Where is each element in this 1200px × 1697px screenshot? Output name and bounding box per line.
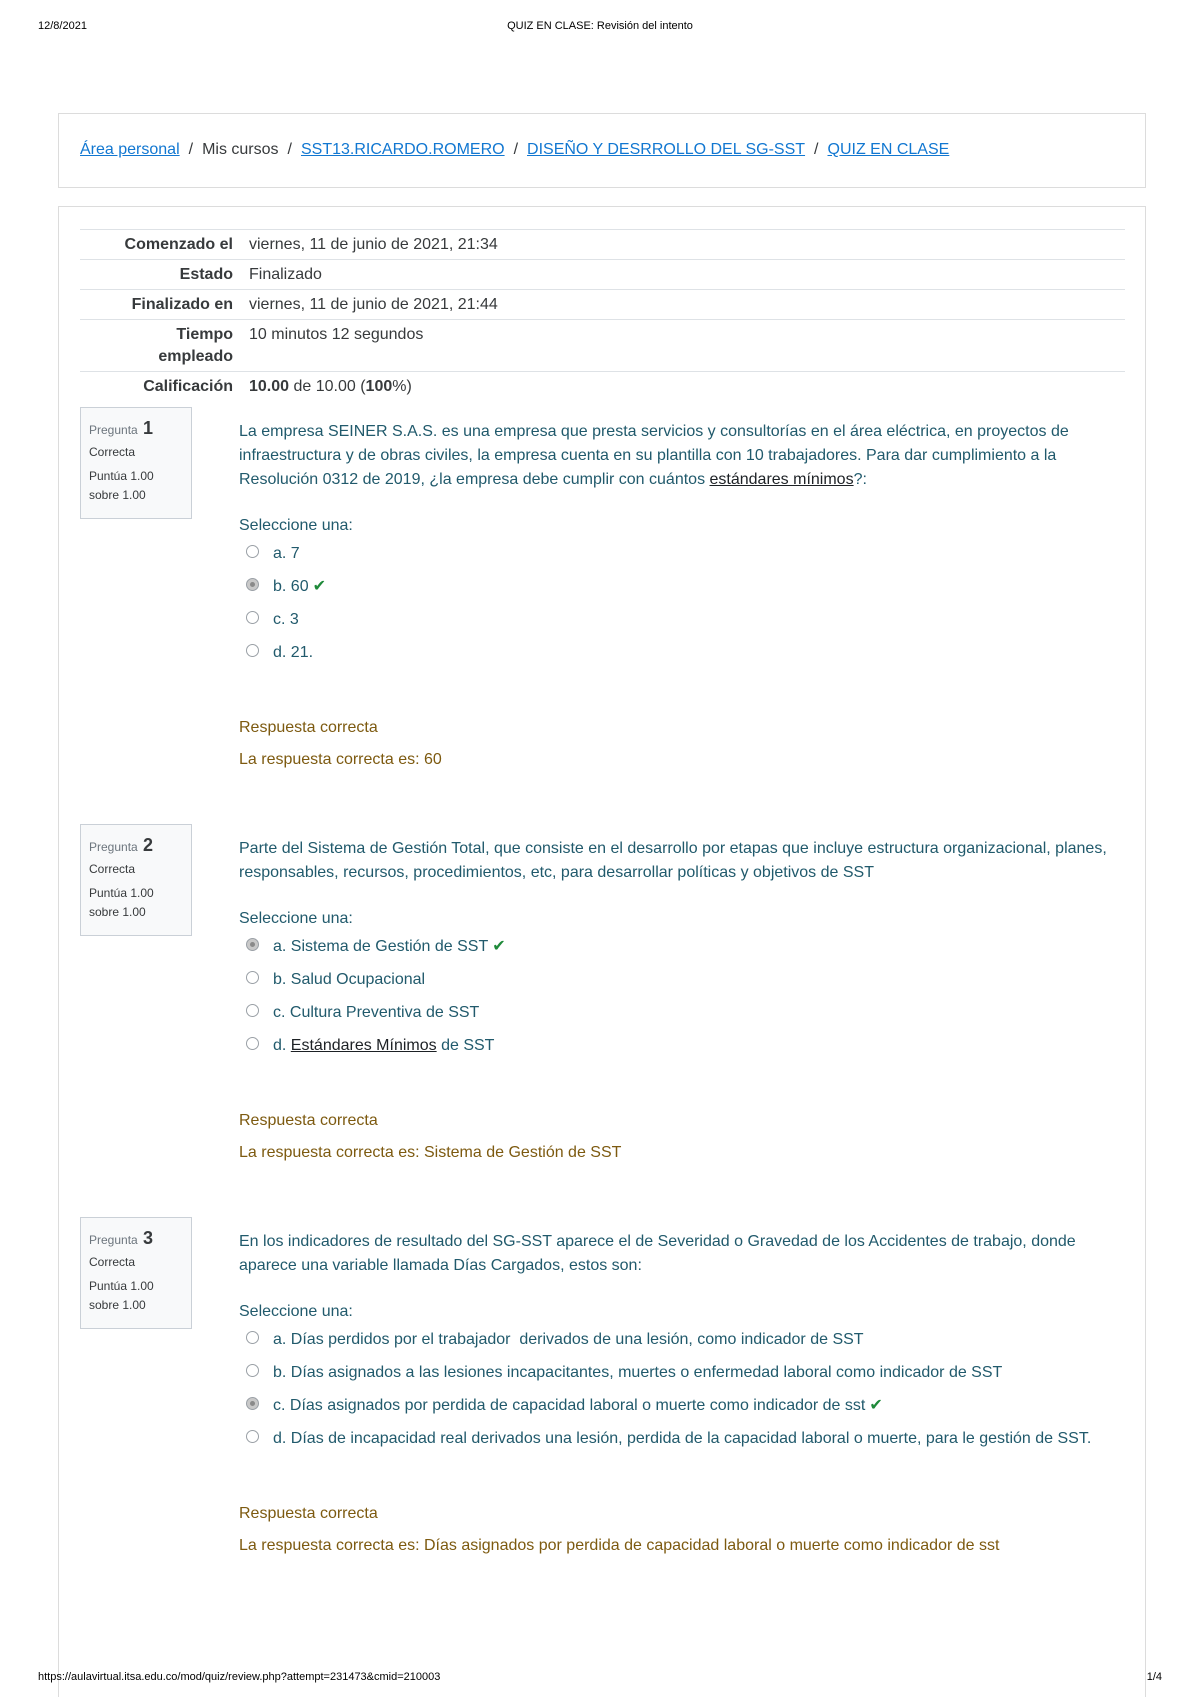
radio-icon[interactable] — [246, 1004, 259, 1017]
summary-value: viernes, 11 de junio de 2021, 21:34 — [249, 236, 498, 253]
question-text-part: ?: — [853, 471, 867, 488]
glossary-link[interactable]: estándares mínimos — [709, 471, 854, 488]
question-number-value: 3 — [143, 1228, 154, 1248]
breadcrumb-area-personal[interactable]: Área personal — [80, 141, 180, 158]
radio-icon[interactable] — [246, 611, 259, 624]
breadcrumb-separator: / — [814, 141, 819, 158]
answer-option-b[interactable] — [246, 969, 425, 991]
grade-line: Puntúa 1.00 — [89, 886, 154, 900]
answer-option-b[interactable] — [246, 576, 326, 598]
option-label: c. 3 — [273, 611, 299, 628]
question-text-3: En los indicadores de resultado del SG-SST aparece el de Severidad o Gravedad de los Accidentes de trabajo, donde aparece una variable llamada Días Cargados, estos son: — [239, 1233, 1076, 1274]
right-answer: La respuesta correcta es: 60 — [239, 751, 442, 768]
option-label: d. — [273, 1037, 291, 1054]
radio-icon[interactable] — [246, 938, 259, 951]
check-icon: ✔ — [869, 1397, 883, 1414]
breadcrumb-separator: / — [513, 141, 519, 158]
option-label: b. Días asignados a las lesiones incapacitantes, muertes o enfermedad laboral como indicador de SST — [273, 1364, 1003, 1381]
answer-option-b[interactable] — [246, 1362, 1002, 1384]
option-label: c. Días asignados por perdida de capacidad laboral o muerte como indicador de sst — [273, 1397, 866, 1414]
breadcrumb-section[interactable]: DISEÑO Y DESRROLLO DEL SG-SST — [527, 141, 806, 158]
summary-label: Calificación — [143, 378, 233, 395]
answer-option-c[interactable] — [246, 1395, 883, 1417]
summary-label: Estado — [179, 266, 233, 283]
quiz-review-region — [58, 206, 1146, 1697]
question-number-value: 1 — [143, 418, 154, 438]
print-date: 12/8/2021 — [38, 20, 87, 32]
question-text-2: Parte del Sistema de Gestión Total, que consiste en el desarrollo por etapas que incluye estructura organizacional, planes, responsables, recursos, procedimientos, etc, para desarrollar políticas y objetivos de SST — [239, 840, 1107, 881]
question-word: Pregunta — [89, 423, 138, 437]
question-state: Correcta — [89, 445, 136, 459]
radio-icon[interactable] — [246, 644, 259, 657]
print-page-number: 1/4 — [1146, 1671, 1162, 1683]
radio-icon[interactable] — [246, 1397, 259, 1410]
grade-end: %) — [392, 378, 412, 395]
summary-value: viernes, 11 de junio de 2021, 21:44 — [249, 296, 498, 313]
summary-label: Finalizado en — [131, 296, 233, 313]
breadcrumb-separator: / — [287, 141, 292, 158]
right-answer: La respuesta correcta es: Días asignados por perdida de capacidad laboral o muerte como indicador de sst — [239, 1537, 1000, 1554]
summary-row-started — [80, 230, 1125, 260]
print-url: https://aulavirtual.itsa.edu.co/mod/quiz/review.php?attempt=231473&cmid=210003 — [38, 1671, 441, 1683]
feedback-status: Respuesta correcta — [239, 1505, 378, 1522]
grade-line: Puntúa 1.00 — [89, 1279, 154, 1293]
radio-icon[interactable] — [246, 545, 259, 558]
question-text-1 — [239, 420, 1119, 492]
question-number — [89, 418, 183, 439]
summary-row-grade — [80, 372, 1125, 402]
question-grade — [89, 884, 183, 922]
answer-option-c[interactable] — [246, 609, 299, 631]
question-grade — [89, 1277, 183, 1315]
breadcrumb-quiz[interactable]: QUIZ EN CLASE — [827, 141, 950, 158]
option-label: a. Sistema de Gestión de SST — [273, 938, 489, 955]
radio-icon[interactable] — [246, 971, 259, 984]
question-info-3 — [80, 1217, 192, 1329]
option-label: de SST — [436, 1037, 495, 1054]
answer-option-a[interactable] — [246, 543, 300, 565]
grade-line: Puntúa 1.00 — [89, 469, 154, 483]
right-answer: La respuesta correcta es: Sistema de Gestión de SST — [239, 1144, 622, 1161]
attempt-summary-table — [80, 229, 1125, 401]
glossary-link[interactable]: Estándares Mínimos — [290, 1037, 437, 1054]
question-state: Correcta — [89, 862, 136, 876]
radio-icon[interactable] — [246, 1037, 259, 1050]
print-header — [38, 20, 1162, 36]
radio-icon[interactable] — [246, 578, 259, 591]
summary-row-state — [80, 260, 1125, 290]
answer-option-d[interactable] — [246, 1035, 494, 1057]
question-info-1 — [80, 407, 192, 519]
answer-option-c[interactable] — [246, 1002, 479, 1024]
grade-line: sobre 1.00 — [89, 1298, 146, 1312]
question-number — [89, 1228, 183, 1249]
option-label: b. 60 — [273, 578, 309, 595]
summary-label-part: empleado — [158, 348, 233, 365]
breadcrumb-mis-cursos: Mis cursos — [202, 141, 279, 158]
option-label: a. Días perdidos por el trabajador derivados de una lesión, como indicador de SST — [273, 1331, 864, 1348]
grade-line: sobre 1.00 — [89, 488, 146, 502]
breadcrumb-box — [58, 113, 1146, 188]
summary-label-part: Tiempo — [176, 326, 233, 343]
radio-icon[interactable] — [246, 1331, 259, 1344]
feedback-status: Respuesta correcta — [239, 1112, 378, 1129]
question-info-2 — [80, 824, 192, 936]
question-grade — [89, 467, 183, 505]
question-text-part: La empresa SEINER S.A.S. es una empresa que presta servicios y consultorías en el área eléctrica, en proyectos de infraestructura y de obras civiles, la empresa cuenta en su plantilla con 10 trabajadores. Para dar cumplimiento a la Resolución 0312 de 2019, ¿la empresa debe cumplir con cuántos — [239, 423, 1069, 488]
check-icon: ✔ — [312, 578, 326, 595]
question-word: Pregunta — [89, 840, 138, 854]
question-number — [89, 835, 183, 856]
check-icon: ✔ — [492, 938, 506, 955]
question-prompt: Seleccione una: — [239, 517, 353, 534]
summary-value: 10 minutos 12 segundos — [249, 326, 424, 343]
grade-percent: 100 — [365, 378, 393, 395]
summary-label — [80, 320, 247, 372]
answer-option-d[interactable] — [246, 1428, 1091, 1450]
option-label: a. 7 — [273, 545, 300, 562]
grade-of: de 10.00 ( — [289, 378, 366, 395]
option-label: d. 21. — [273, 644, 314, 661]
answer-option-a[interactable] — [246, 936, 506, 958]
summary-row-finished — [80, 290, 1125, 320]
question-number-value: 2 — [143, 835, 154, 855]
radio-icon[interactable] — [246, 1430, 259, 1443]
question-state: Correcta — [89, 1255, 136, 1269]
summary-value: Finalizado — [249, 266, 322, 283]
question-prompt: Seleccione una: — [239, 910, 353, 927]
breadcrumb-separator: / — [188, 141, 194, 158]
print-footer — [38, 1671, 1162, 1685]
grade-line: sobre 1.00 — [89, 905, 146, 919]
option-label: c. Cultura Preventiva de SST — [273, 1004, 480, 1021]
question-prompt: Seleccione una: — [239, 1303, 353, 1320]
summary-row-time — [80, 320, 1125, 372]
feedback-status: Respuesta correcta — [239, 719, 378, 736]
answer-option-a[interactable] — [246, 1329, 864, 1351]
option-label: b. Salud Ocupacional — [273, 971, 426, 988]
print-title: QUIZ EN CLASE: Revisión del intento — [507, 20, 693, 32]
radio-icon[interactable] — [246, 1364, 259, 1377]
breadcrumb — [80, 141, 949, 159]
answer-option-d[interactable] — [246, 642, 313, 664]
option-label: d. Días de incapacidad real derivados una lesión, perdida de la capacidad laboral o muerte, para le gestión de SST. — [273, 1430, 1092, 1447]
grade-score: 10.00 — [249, 378, 290, 395]
summary-value — [247, 372, 1125, 402]
question-word: Pregunta — [89, 1233, 138, 1247]
breadcrumb-course[interactable]: SST13.RICARDO.ROMERO — [300, 141, 505, 158]
summary-label: Comenzado el — [124, 236, 233, 253]
